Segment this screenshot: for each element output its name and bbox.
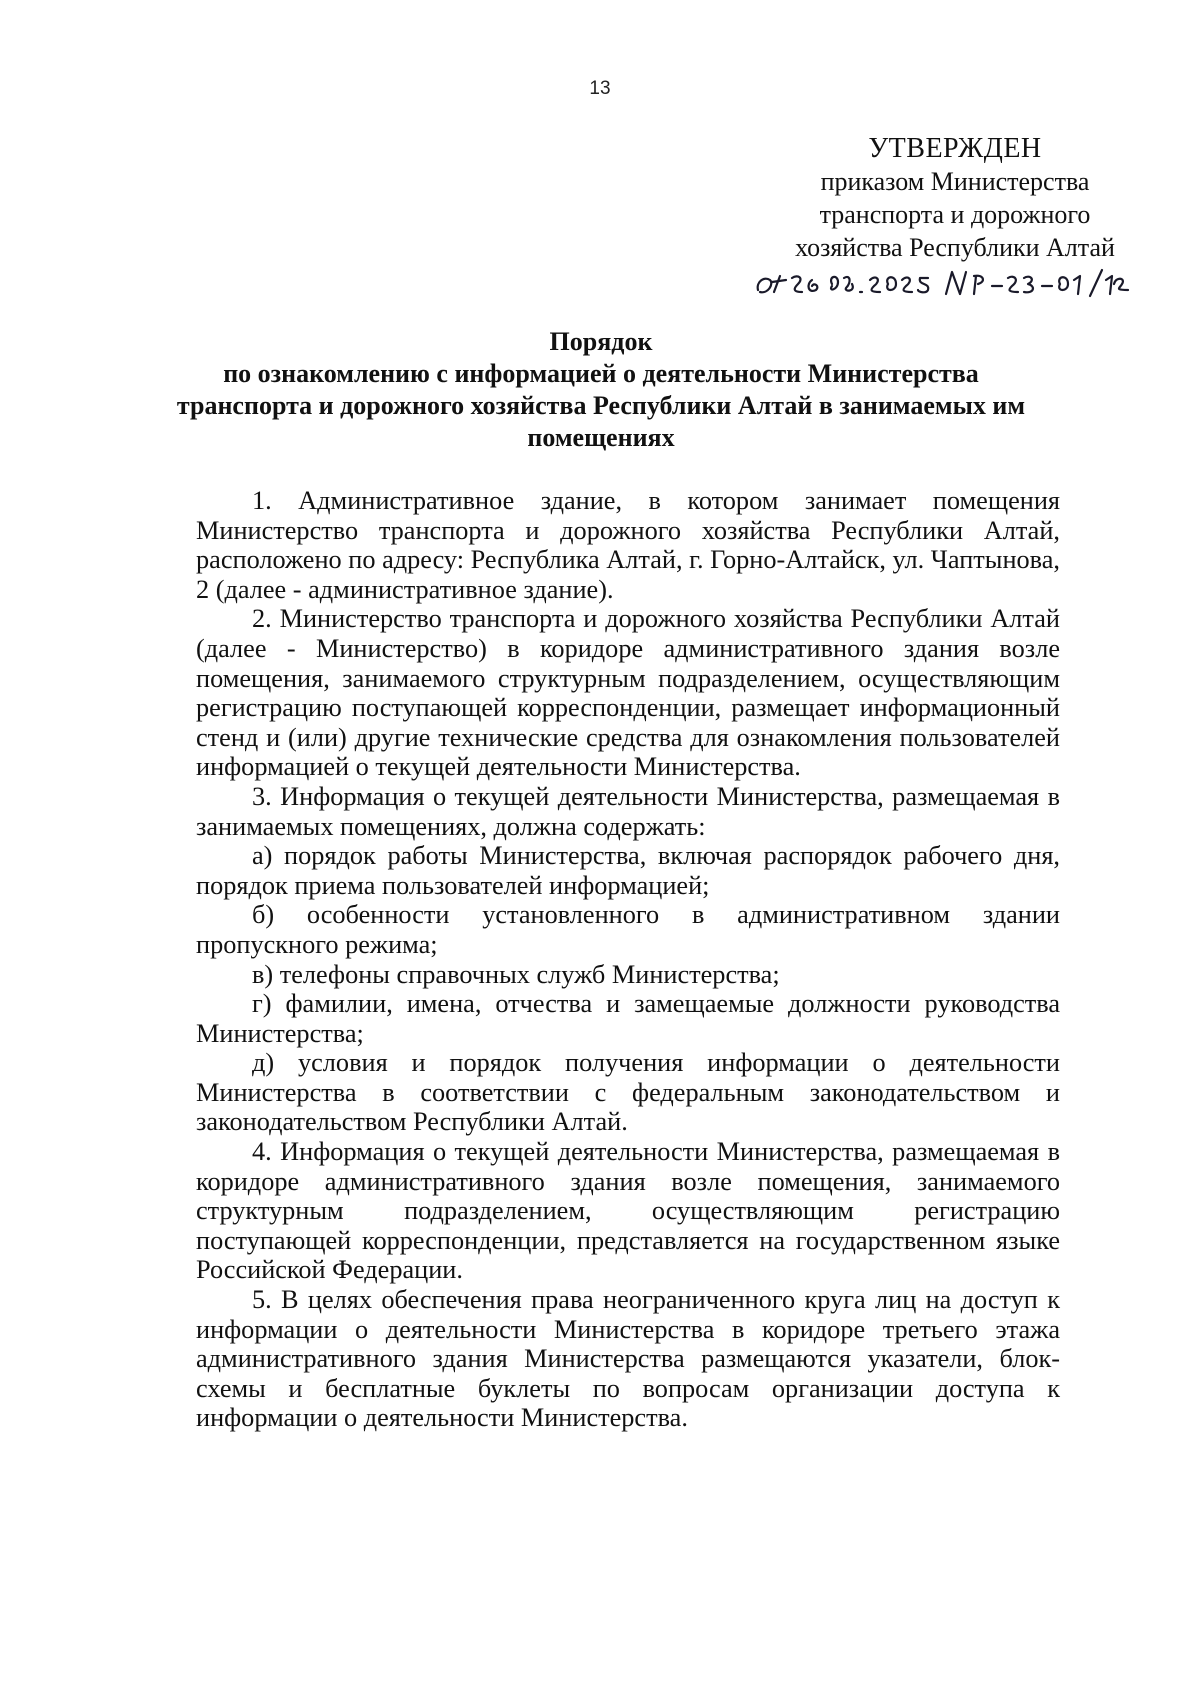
paragraph-3: 3. Информация о текущей деятельности Министерства, размещаемая в занимаемых помещениях, должна содержать: [196,781,1060,841]
subitem-b: б) особенности установленного в административном здании пропускного режима; [196,900,1060,959]
subitem-d: д) условия и порядок получения информации о деятельности Министерства в соответствии с федеральным законодательством и законодательством Республики Алтай. [196,1048,1060,1137]
approval-line: транспорта и дорожного [819,200,1091,229]
paragraph-2: 2. Министерство транспорта и дорожного хозяйства Республики Алтай (далее - Министерство) в коридоре административного здания возле помещения, занимаемого структурным подразделением, осуществляющим регистрацию поступающей корреспонденции, размещает информационный стенд и (или) другие технические средства для ознакомления пользователей информацией о текущей деятельности Министерства. [196,604,1060,782]
heading-line: помещениях [527,423,675,452]
document-body [196,486,1060,1433]
page-number: 13 [589,78,611,99]
subitem-a: а) порядок работы Министерства, включая распорядок рабочего дня, порядок приема пользователей информацией; [196,841,1060,900]
approval-block [770,132,1140,264]
subitem-v: в) телефоны справочных служб Министерства; [252,959,780,989]
handwritten-signature [752,262,1132,306]
paragraph-1: 1. Административное здание, в котором занимает помещения Министерство транспорта и дорожного хозяйства Республики Алтай, расположено по адресу: Республика Алтай, г. Горно-Алтайск, ул. Чаптынова, 2 (далее - административное здание). [196,486,1060,604]
approval-line: хозяйства Республики Алтай [795,233,1115,262]
heading-line: по ознакомлению с информацией о деятельности Министерства [223,359,979,388]
approval-line: приказом Министерства [820,167,1090,196]
paragraph-5: 5. В целях обеспечения права неограниченного круга лиц на доступ к информации о деятельности Министерства в коридоре третьего этажа административного здания Министерства размещаются указатели, блок-схемы и бесплатные буклеты по вопросам организации доступа к информации о деятельности Министерства. [196,1285,1060,1433]
paragraph-4: 4. Информация о текущей деятельности Министерства, размещаемая в коридоре административного здания возле помещения, занимаемого структурным подразделением, осуществляющим регистрацию поступающей корреспонденции, представляется на государственном языке Российской Федерации. [196,1137,1060,1285]
heading-line: транспорта и дорожного хозяйства Республики Алтай в занимаемых им [176,391,1026,420]
subitem-g: г) фамилии, имена, отчества и замещаемые должности руководства Министерства; [196,989,1060,1048]
approval-title: УТВЕРЖДЕН [868,133,1042,164]
document-heading [170,326,1032,454]
heading-title: Порядок [549,327,653,356]
